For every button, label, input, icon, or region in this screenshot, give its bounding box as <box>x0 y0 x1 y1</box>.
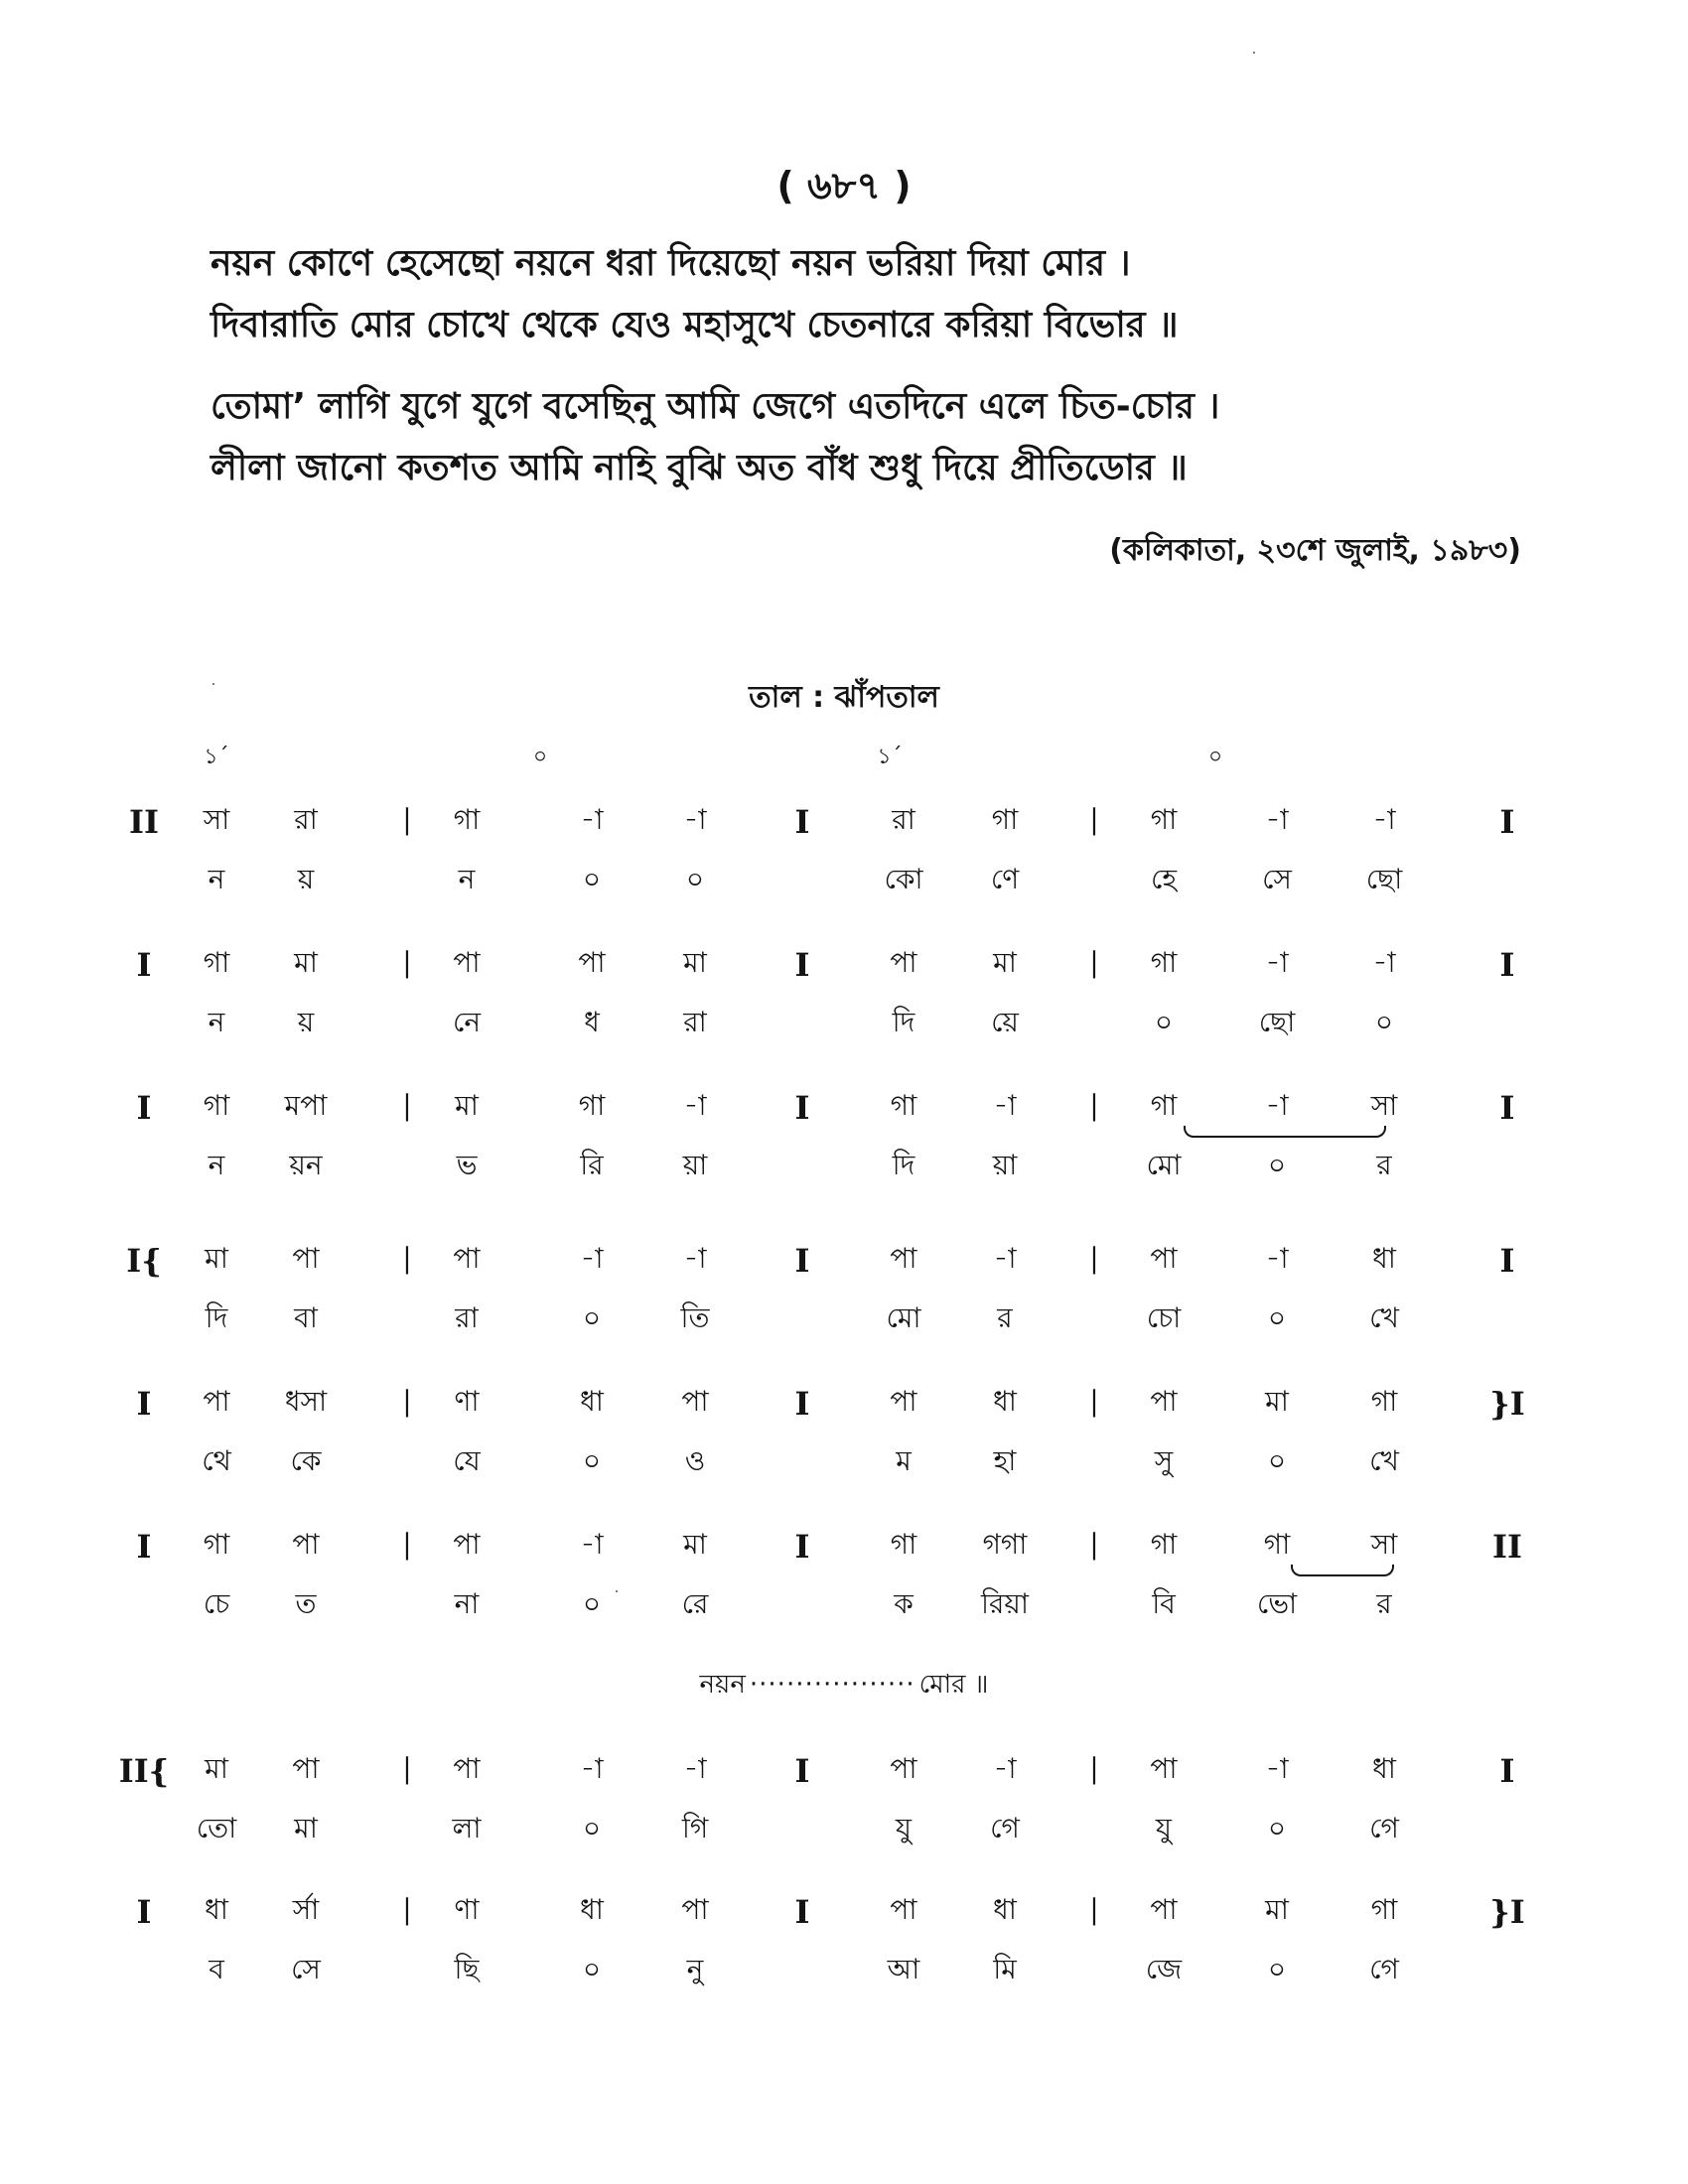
lyric-syllable: হা <box>993 1444 1017 1477</box>
lyric-syllable: সে <box>1262 863 1292 895</box>
lyric-syllable: থে <box>202 1444 231 1477</box>
tali-mark: ০ <box>532 745 548 769</box>
swara-note: পা <box>1150 1752 1178 1785</box>
swara-note: -া <box>580 1528 604 1561</box>
swara-note: পা <box>453 1528 481 1561</box>
lyric-syllable: ণে <box>990 863 1020 895</box>
swara-note: -া <box>1265 1752 1289 1785</box>
bar-line: I <box>794 1893 810 1931</box>
bar-line: I <box>136 1893 152 1931</box>
bar-line: I <box>794 1385 810 1423</box>
swara-note: -া <box>993 1089 1017 1122</box>
swara-note: ণা <box>454 1385 480 1418</box>
swara-note: পা <box>1150 1893 1178 1926</box>
tali-mark: ১´ <box>204 745 229 769</box>
swara-note: গা <box>991 803 1019 836</box>
lyric-syllable: ছি <box>454 1953 480 1985</box>
swara-note: পা <box>1150 1242 1178 1275</box>
lyric-syllable: রি <box>580 1149 604 1181</box>
scan-speck <box>212 683 214 685</box>
swara-note: গা <box>578 1089 606 1122</box>
lyric-syllable: রিয়া <box>980 1587 1030 1620</box>
bar-line: I <box>794 946 810 984</box>
lyric-syllable: চো <box>1146 1301 1182 1334</box>
lyric-syllable: ছো <box>1258 1006 1296 1038</box>
bar-line: II <box>129 803 159 841</box>
swara-note: গা <box>890 1528 917 1561</box>
lyric-syllable: ত <box>295 1587 317 1620</box>
swara-note: রা <box>294 803 318 836</box>
swara-note: মা <box>294 946 318 979</box>
lyrics-line-1: নয়ন কোণে হেসেছো নয়নে ধরা দিয়েছো নয়ন ভরিয়া দিয়া মোর । <box>211 243 1131 284</box>
tali-mark: ১´ <box>877 745 903 769</box>
swara-note: পা <box>681 1893 709 1926</box>
bar-line: | <box>402 1528 412 1561</box>
lyric-syllable: সু <box>1154 1444 1174 1477</box>
bar-line: I <box>1499 1752 1515 1790</box>
swara-note: -া <box>683 1752 707 1785</box>
lyric-syllable: দি <box>205 1301 228 1334</box>
lyric-syllable: মি <box>993 1953 1017 1985</box>
lyric-syllable: ০ <box>1267 1812 1287 1844</box>
lyric-syllable: যু <box>895 1812 913 1844</box>
bar-line: I <box>136 1385 152 1423</box>
swara-note: গা <box>203 946 230 979</box>
refrain-cue <box>0 1664 1688 1707</box>
swara-note: পা <box>203 1385 230 1418</box>
swara-note: পা <box>890 1242 917 1275</box>
scan-speck <box>616 1590 618 1592</box>
swara-note: পা <box>890 1752 917 1785</box>
swara-note: পা <box>453 946 481 979</box>
lyric-syllable: ভো <box>1256 1587 1298 1620</box>
swara-note: পা <box>292 1242 320 1275</box>
swara-note: গা <box>1370 1385 1398 1418</box>
bar-line: I <box>794 1242 810 1280</box>
refrain-start: নয়ন <box>699 1670 746 1700</box>
lyric-syllable: ০ <box>1267 1301 1287 1334</box>
lyric-syllable: ন <box>208 863 225 895</box>
swara-note: রা <box>892 803 915 836</box>
lyric-syllable: নে <box>452 1006 482 1038</box>
lyric-syllable: রে <box>681 1587 709 1620</box>
swara-note: ধা <box>1372 1242 1396 1275</box>
lyric-syllable: রা <box>455 1301 479 1334</box>
lyric-syllable: ম <box>896 1444 912 1477</box>
lyric-syllable: মো <box>1146 1149 1182 1181</box>
swara-note: -া <box>1372 946 1396 979</box>
bar-line: I <box>136 946 152 984</box>
swara-note: পা <box>1150 1385 1178 1418</box>
swara-note: মপা <box>284 1089 328 1122</box>
bar-line: }I <box>1489 1893 1525 1931</box>
swara-note: ধা <box>205 1893 228 1926</box>
swara-note: মা <box>205 1752 228 1785</box>
lyrics-line-3: তোমা’ লাগি যুগে যুগে বসেছিনু আমি জেগে এতদিনে এলে চিত-চোর । <box>211 386 1220 427</box>
page-number: ( ৬৮৭ ) <box>776 164 912 207</box>
bar-line: I <box>1499 1242 1515 1280</box>
lyric-syllable: ব <box>209 1953 224 1985</box>
swara-note: -া <box>580 1242 604 1275</box>
bar-line: | <box>402 803 412 836</box>
bar-line: I <box>794 1089 810 1127</box>
bar-line: II{ <box>118 1752 170 1790</box>
lyric-syllable: ০ <box>582 1444 602 1477</box>
lyric-syllable: জে <box>1145 1953 1183 1985</box>
bar-line: | <box>402 1242 412 1275</box>
lyric-syllable: ০ <box>582 863 602 895</box>
bar-line: I <box>794 1528 810 1566</box>
swara-note: মা <box>1265 1893 1289 1926</box>
lyric-syllable: ও <box>684 1444 706 1477</box>
lyric-syllable: ০ <box>582 1587 602 1620</box>
lyric-syllable: ন <box>458 863 476 895</box>
lyric-syllable: ন <box>208 1006 225 1038</box>
bar-line: I{ <box>126 1242 162 1280</box>
swara-note: -া <box>993 1752 1017 1785</box>
swara-note: গা <box>1150 803 1178 836</box>
swara-note: পা <box>681 1385 709 1418</box>
swara-note: পা <box>890 1385 917 1418</box>
lyric-syllable: গে <box>1369 1812 1399 1844</box>
slur-mark <box>1184 1126 1386 1138</box>
swara-note: পা <box>890 946 917 979</box>
swara-note: ধা <box>1372 1752 1396 1785</box>
lyric-syllable: গে <box>1369 1953 1399 1985</box>
lyric-syllable: তি <box>680 1301 710 1334</box>
lyric-syllable: না <box>454 1587 480 1620</box>
lyric-syllable: ০ <box>1154 1006 1174 1038</box>
lyric-syllable: বা <box>294 1301 318 1334</box>
lyric-syllable: ন <box>208 1149 225 1181</box>
swara-note: গা <box>1263 1528 1291 1561</box>
bar-line: | <box>402 1385 412 1418</box>
lyric-syllable: গে <box>990 1812 1020 1844</box>
swara-note: গা <box>1150 1089 1178 1122</box>
refrain-dots: ·················· <box>749 1670 915 1700</box>
swara-note: মা <box>455 1089 479 1122</box>
swara-note: ধা <box>993 1893 1017 1926</box>
bar-line: I <box>794 803 810 841</box>
swara-note: মা <box>205 1242 228 1275</box>
swara-note: -া <box>993 1242 1017 1275</box>
swara-note: -া <box>683 1089 707 1122</box>
lyric-syllable: লা <box>452 1812 482 1844</box>
lyric-syllable: হে <box>1150 863 1178 895</box>
swara-note: পা <box>292 1528 320 1561</box>
swara-note: ধসা <box>284 1385 328 1418</box>
swara-note: পা <box>578 946 606 979</box>
bar-line: I <box>1499 946 1515 984</box>
lyric-syllable: ০ <box>582 1953 602 1985</box>
bar-line: I <box>136 1089 152 1127</box>
bar-line: I <box>1499 803 1515 841</box>
lyric-syllable: রা <box>683 1006 707 1038</box>
bar-line: | <box>1089 1242 1099 1275</box>
swara-note: পা <box>453 1752 481 1785</box>
lyric-syllable: চে <box>203 1587 230 1620</box>
lyric-syllable: নু <box>686 1953 704 1985</box>
lyric-syllable: দি <box>892 1006 915 1038</box>
swara-note: -া <box>1372 803 1396 836</box>
swara-note: পা <box>453 1242 481 1275</box>
tali-mark: ০ <box>1207 745 1223 769</box>
swara-note: পা <box>890 1893 917 1926</box>
lyrics-line-2: দিবারাতি মোর চোখে থেকে যেও মহাসুখে চেতনারে করিয়া বিভোর ॥ <box>211 305 1179 345</box>
swara-note: গা <box>1150 946 1178 979</box>
lyric-syllable: ০ <box>1374 1006 1394 1038</box>
swara-note: ধা <box>580 1385 604 1418</box>
swara-note: ণা <box>454 1893 480 1926</box>
lyric-syllable: ০ <box>582 1812 602 1844</box>
lyric-syllable: সে <box>291 1953 321 1985</box>
swara-note: র্সা <box>292 1893 320 1926</box>
lyric-syllable: কো <box>884 863 923 895</box>
lyric-syllable: য়া <box>992 1149 1018 1181</box>
swara-note: -া <box>1265 1242 1289 1275</box>
lyrics-line-4: লীলা জানো কতশত আমি নাহি বুঝি অত বাঁধ শুধু দিয়ে প্রীতিডোর ॥ <box>211 448 1188 488</box>
swara-note: সা <box>203 803 230 836</box>
swara-note: গা <box>203 1089 230 1122</box>
lyric-syllable: ভ <box>456 1149 478 1181</box>
lyric-syllable: যু <box>1155 1812 1173 1844</box>
swara-note: মা <box>993 946 1017 979</box>
lyric-syllable: ০ <box>685 863 705 895</box>
date-place-note: (কলিকাতা, ২৩শে জুলাই, ১৯৮৩) <box>1109 533 1521 568</box>
lyric-syllable: মা <box>294 1812 318 1844</box>
lyric-syllable: ক <box>894 1587 914 1620</box>
lyric-syllable: ০ <box>1267 1953 1287 1985</box>
swara-note: -া <box>683 1242 707 1275</box>
swara-note: গা <box>890 1089 917 1122</box>
bar-line: | <box>1089 1752 1099 1785</box>
swara-note: -া <box>1265 803 1289 836</box>
lyric-syllable: য়ন <box>289 1149 323 1181</box>
swara-note: গা <box>1150 1528 1178 1561</box>
bar-line: | <box>402 946 412 979</box>
bar-line: | <box>1089 1089 1099 1122</box>
lyric-syllable: র <box>1376 1149 1392 1181</box>
lyric-syllable: য়া <box>682 1149 708 1181</box>
lyric-syllable: মো <box>886 1301 921 1334</box>
swara-note: গগা <box>982 1528 1028 1561</box>
lyric-syllable: ০ <box>582 1301 602 1334</box>
bar-line: | <box>1089 946 1099 979</box>
bar-line: | <box>402 1752 412 1785</box>
bar-line: I <box>794 1752 810 1790</box>
swara-note: -া <box>580 1752 604 1785</box>
swara-note: সা <box>1370 1528 1398 1561</box>
bar-line: I <box>1499 1089 1515 1127</box>
taal-title: তাল : ঝাঁপতাল <box>749 680 939 715</box>
lyric-syllable: আ <box>887 1953 920 1985</box>
swara-note: গা <box>453 803 481 836</box>
swara-note: -া <box>580 803 604 836</box>
bar-line: | <box>1089 1528 1099 1561</box>
swara-note: -া <box>1265 1089 1289 1122</box>
swara-note: মা <box>683 946 707 979</box>
swara-note: ধা <box>580 1893 604 1926</box>
swara-note: গা <box>1370 1893 1398 1926</box>
swara-note: পা <box>292 1752 320 1785</box>
lyric-syllable: র <box>1376 1587 1392 1620</box>
bar-line: I <box>136 1528 152 1566</box>
bar-line: | <box>1089 803 1099 836</box>
lyric-syllable: কে <box>290 1444 322 1477</box>
refrain-end: মোর ॥ <box>918 1670 989 1700</box>
swara-note: -া <box>1265 946 1289 979</box>
bar-line: | <box>402 1893 412 1926</box>
bar-line: | <box>402 1089 412 1122</box>
lyric-syllable: ধ <box>584 1006 600 1038</box>
swara-note: সা <box>1370 1089 1398 1122</box>
lyric-syllable: য় <box>297 863 315 895</box>
lyric-syllable: দি <box>892 1149 915 1181</box>
lyric-syllable: র <box>997 1301 1013 1334</box>
swara-note: ধা <box>993 1385 1017 1418</box>
slur-mark <box>1291 1565 1394 1576</box>
lyric-syllable: তো <box>196 1812 237 1844</box>
bar-line: }I <box>1489 1385 1525 1423</box>
swara-note: -া <box>683 803 707 836</box>
lyric-syllable: ছো <box>1365 863 1403 895</box>
bar-line: | <box>1089 1893 1099 1926</box>
swara-note: মা <box>683 1528 707 1561</box>
lyric-syllable: যে <box>453 1444 481 1477</box>
swara-note: গা <box>203 1528 230 1561</box>
swara-note: মা <box>1265 1385 1289 1418</box>
lyric-syllable: ০ <box>1267 1444 1287 1477</box>
lyric-syllable: ০ <box>1267 1149 1287 1181</box>
lyric-syllable: গি <box>681 1812 709 1844</box>
bar-line: II <box>1492 1528 1522 1566</box>
lyric-syllable: বি <box>1152 1587 1176 1620</box>
lyric-syllable: খে <box>1369 1301 1399 1334</box>
lyric-syllable: খে <box>1369 1444 1399 1477</box>
scan-speck <box>1253 52 1255 54</box>
lyric-syllable: য়ে <box>991 1006 1019 1038</box>
bar-line: | <box>1089 1385 1099 1418</box>
lyric-syllable: য় <box>297 1006 315 1038</box>
